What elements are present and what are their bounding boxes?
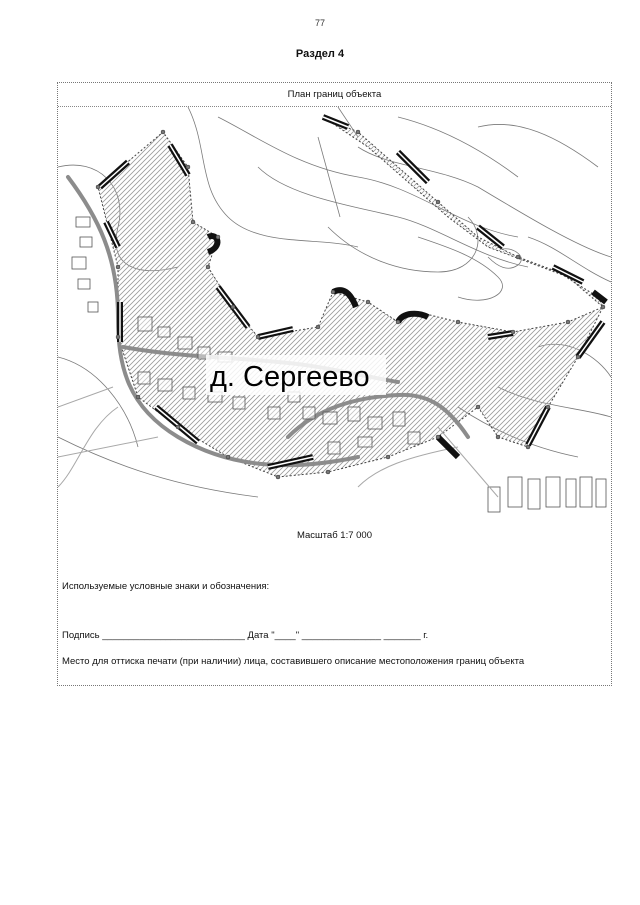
boundary-map [58, 107, 611, 519]
legend-heading: Используемые условные знаки и обозначения: [62, 581, 270, 592]
signature-date-line: Подпись ___________________________ Дата "____" _______________ _______ г. [62, 630, 429, 641]
page-number: 77 [314, 18, 325, 28]
buildings-southeast [488, 477, 606, 512]
settlement-area-northeast [323, 117, 603, 307]
settlement-label: д. Сергеево [210, 361, 370, 393]
section-title: Раздел 4 [295, 48, 345, 60]
scale-label: Масштаб 1:7 000 [297, 530, 372, 541]
boundary-plan-frame [57, 82, 612, 686]
plan-caption: План границ объекта [58, 83, 611, 107]
stamp-placeholder-text: Место для оттиска печати (при наличии) лица, составившего описание местоположения границ объекта [62, 656, 525, 667]
